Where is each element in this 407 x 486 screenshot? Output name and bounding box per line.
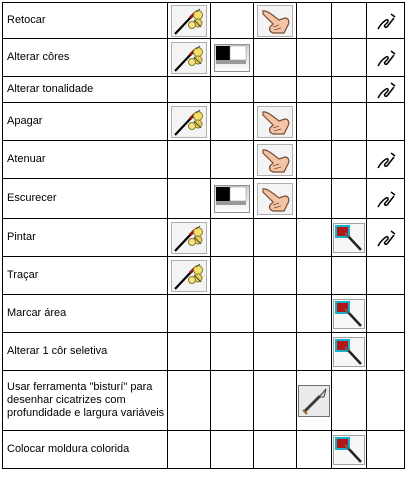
tool-cell — [367, 431, 405, 469]
tool-cell — [367, 141, 405, 179]
tool-cell — [332, 219, 367, 257]
tool-cell — [332, 179, 367, 219]
tool-cell — [168, 257, 211, 295]
tool-cell — [254, 179, 297, 219]
tool-cell — [254, 141, 297, 179]
tool-cell — [332, 3, 367, 39]
tool-cell — [297, 3, 332, 39]
finger-smudge-icon — [257, 5, 293, 37]
tool-cell — [168, 39, 211, 77]
tool-cell — [168, 333, 211, 371]
row-label: Alterar côres — [3, 39, 168, 77]
tool-cell — [254, 295, 297, 333]
tool-cell — [297, 431, 332, 469]
tool-cell — [254, 257, 297, 295]
table-row — [3, 141, 405, 179]
brush-swatch-icon — [171, 42, 207, 74]
tool-cell — [297, 103, 332, 141]
tool-cell — [168, 219, 211, 257]
row-label: Marcar área — [3, 295, 168, 333]
table-row — [3, 333, 405, 371]
tool-cell — [367, 77, 405, 103]
row-label: Retocar — [3, 3, 168, 39]
tool-cell — [332, 333, 367, 371]
frame-pen-icon — [333, 435, 365, 465]
tool-cell — [297, 179, 332, 219]
tool-cell — [168, 295, 211, 333]
row-label: Atenuar — [3, 141, 168, 179]
nib-pen-icon — [375, 10, 397, 32]
tool-cell — [297, 295, 332, 333]
table-row — [3, 39, 405, 77]
table-row — [3, 103, 405, 141]
tool-cell — [297, 39, 332, 77]
table-row — [3, 3, 405, 39]
gradient-swatch-icon — [214, 44, 250, 72]
table-row — [3, 219, 405, 257]
tool-cell — [168, 3, 211, 39]
tool-cell — [254, 333, 297, 371]
tool-cell — [168, 179, 211, 219]
nib-pen-icon — [375, 149, 397, 171]
tool-cell — [332, 77, 367, 103]
tool-cell — [254, 3, 297, 39]
table-row — [3, 295, 405, 333]
frame-pen-icon — [333, 299, 365, 329]
tool-cell — [211, 333, 254, 371]
tool-cell — [367, 371, 405, 431]
gradient-swatch-icon — [214, 185, 250, 213]
table-row — [3, 257, 405, 295]
brush-swatch-icon — [171, 222, 207, 254]
tool-cell — [332, 295, 367, 333]
tool-cell — [168, 77, 211, 103]
tool-cell — [297, 333, 332, 371]
scalpel-knife-icon — [298, 385, 330, 417]
tool-cell — [168, 103, 211, 141]
tool-cell — [367, 295, 405, 333]
row-label: Pintar — [3, 219, 168, 257]
tool-cell — [367, 3, 405, 39]
tool-cell — [211, 39, 254, 77]
row-label: Usar ferramenta "bisturí" para desenhar cicatrizes com profundidade e largura variáveis — [3, 371, 168, 431]
table-row — [3, 431, 405, 469]
finger-smudge-icon — [257, 144, 293, 176]
tool-cell — [211, 295, 254, 333]
row-label: Colocar moldura colorida — [3, 431, 168, 469]
tool-cell — [367, 257, 405, 295]
tool-cell — [297, 257, 332, 295]
tool-cell — [254, 371, 297, 431]
frame-pen-icon — [333, 337, 365, 367]
tool-cell — [211, 141, 254, 179]
nib-pen-icon — [375, 47, 397, 69]
nib-pen-icon — [375, 79, 397, 101]
brush-swatch-icon — [171, 5, 207, 37]
row-label: Traçar — [3, 257, 168, 295]
tool-cell — [211, 371, 254, 431]
tool-cell — [211, 179, 254, 219]
tool-cell — [332, 371, 367, 431]
tool-cell — [211, 431, 254, 469]
table-row — [3, 179, 405, 219]
tool-cell — [332, 103, 367, 141]
tool-cell — [211, 3, 254, 39]
brush-swatch-icon — [171, 260, 207, 292]
tool-cell — [254, 219, 297, 257]
row-label: Alterar tonalidade — [3, 77, 168, 103]
frame-pen-icon — [333, 223, 365, 253]
tool-cell — [332, 431, 367, 469]
tool-cell — [211, 77, 254, 103]
table-row — [3, 77, 405, 103]
tool-cell — [254, 431, 297, 469]
tool-cell — [297, 371, 332, 431]
tool-cell — [332, 141, 367, 179]
tool-cell — [254, 77, 297, 103]
tool-cell — [332, 39, 367, 77]
tool-cell — [297, 77, 332, 103]
tool-cell — [211, 103, 254, 141]
nib-pen-icon — [375, 227, 397, 249]
tool-cell — [168, 431, 211, 469]
tool-cell — [367, 103, 405, 141]
finger-smudge-icon — [257, 183, 293, 215]
tool-cell — [168, 141, 211, 179]
tool-cell — [297, 141, 332, 179]
row-label: Escurecer — [3, 179, 168, 219]
tool-cell — [367, 333, 405, 371]
row-label: Alterar 1 côr seletiva — [3, 333, 168, 371]
tool-cell — [332, 257, 367, 295]
tool-cell — [254, 39, 297, 77]
tool-cell — [367, 39, 405, 77]
tool-cell — [297, 219, 332, 257]
brush-swatch-icon — [171, 106, 207, 138]
tool-cell — [367, 219, 405, 257]
tool-cell — [168, 371, 211, 431]
tool-cell — [254, 103, 297, 141]
table-row — [3, 371, 405, 431]
finger-smudge-icon — [257, 106, 293, 138]
tool-cell — [211, 257, 254, 295]
operations-table — [2, 2, 405, 469]
nib-pen-icon — [375, 188, 397, 210]
row-label: Apagar — [3, 103, 168, 141]
tool-cell — [211, 219, 254, 257]
tool-cell — [367, 179, 405, 219]
